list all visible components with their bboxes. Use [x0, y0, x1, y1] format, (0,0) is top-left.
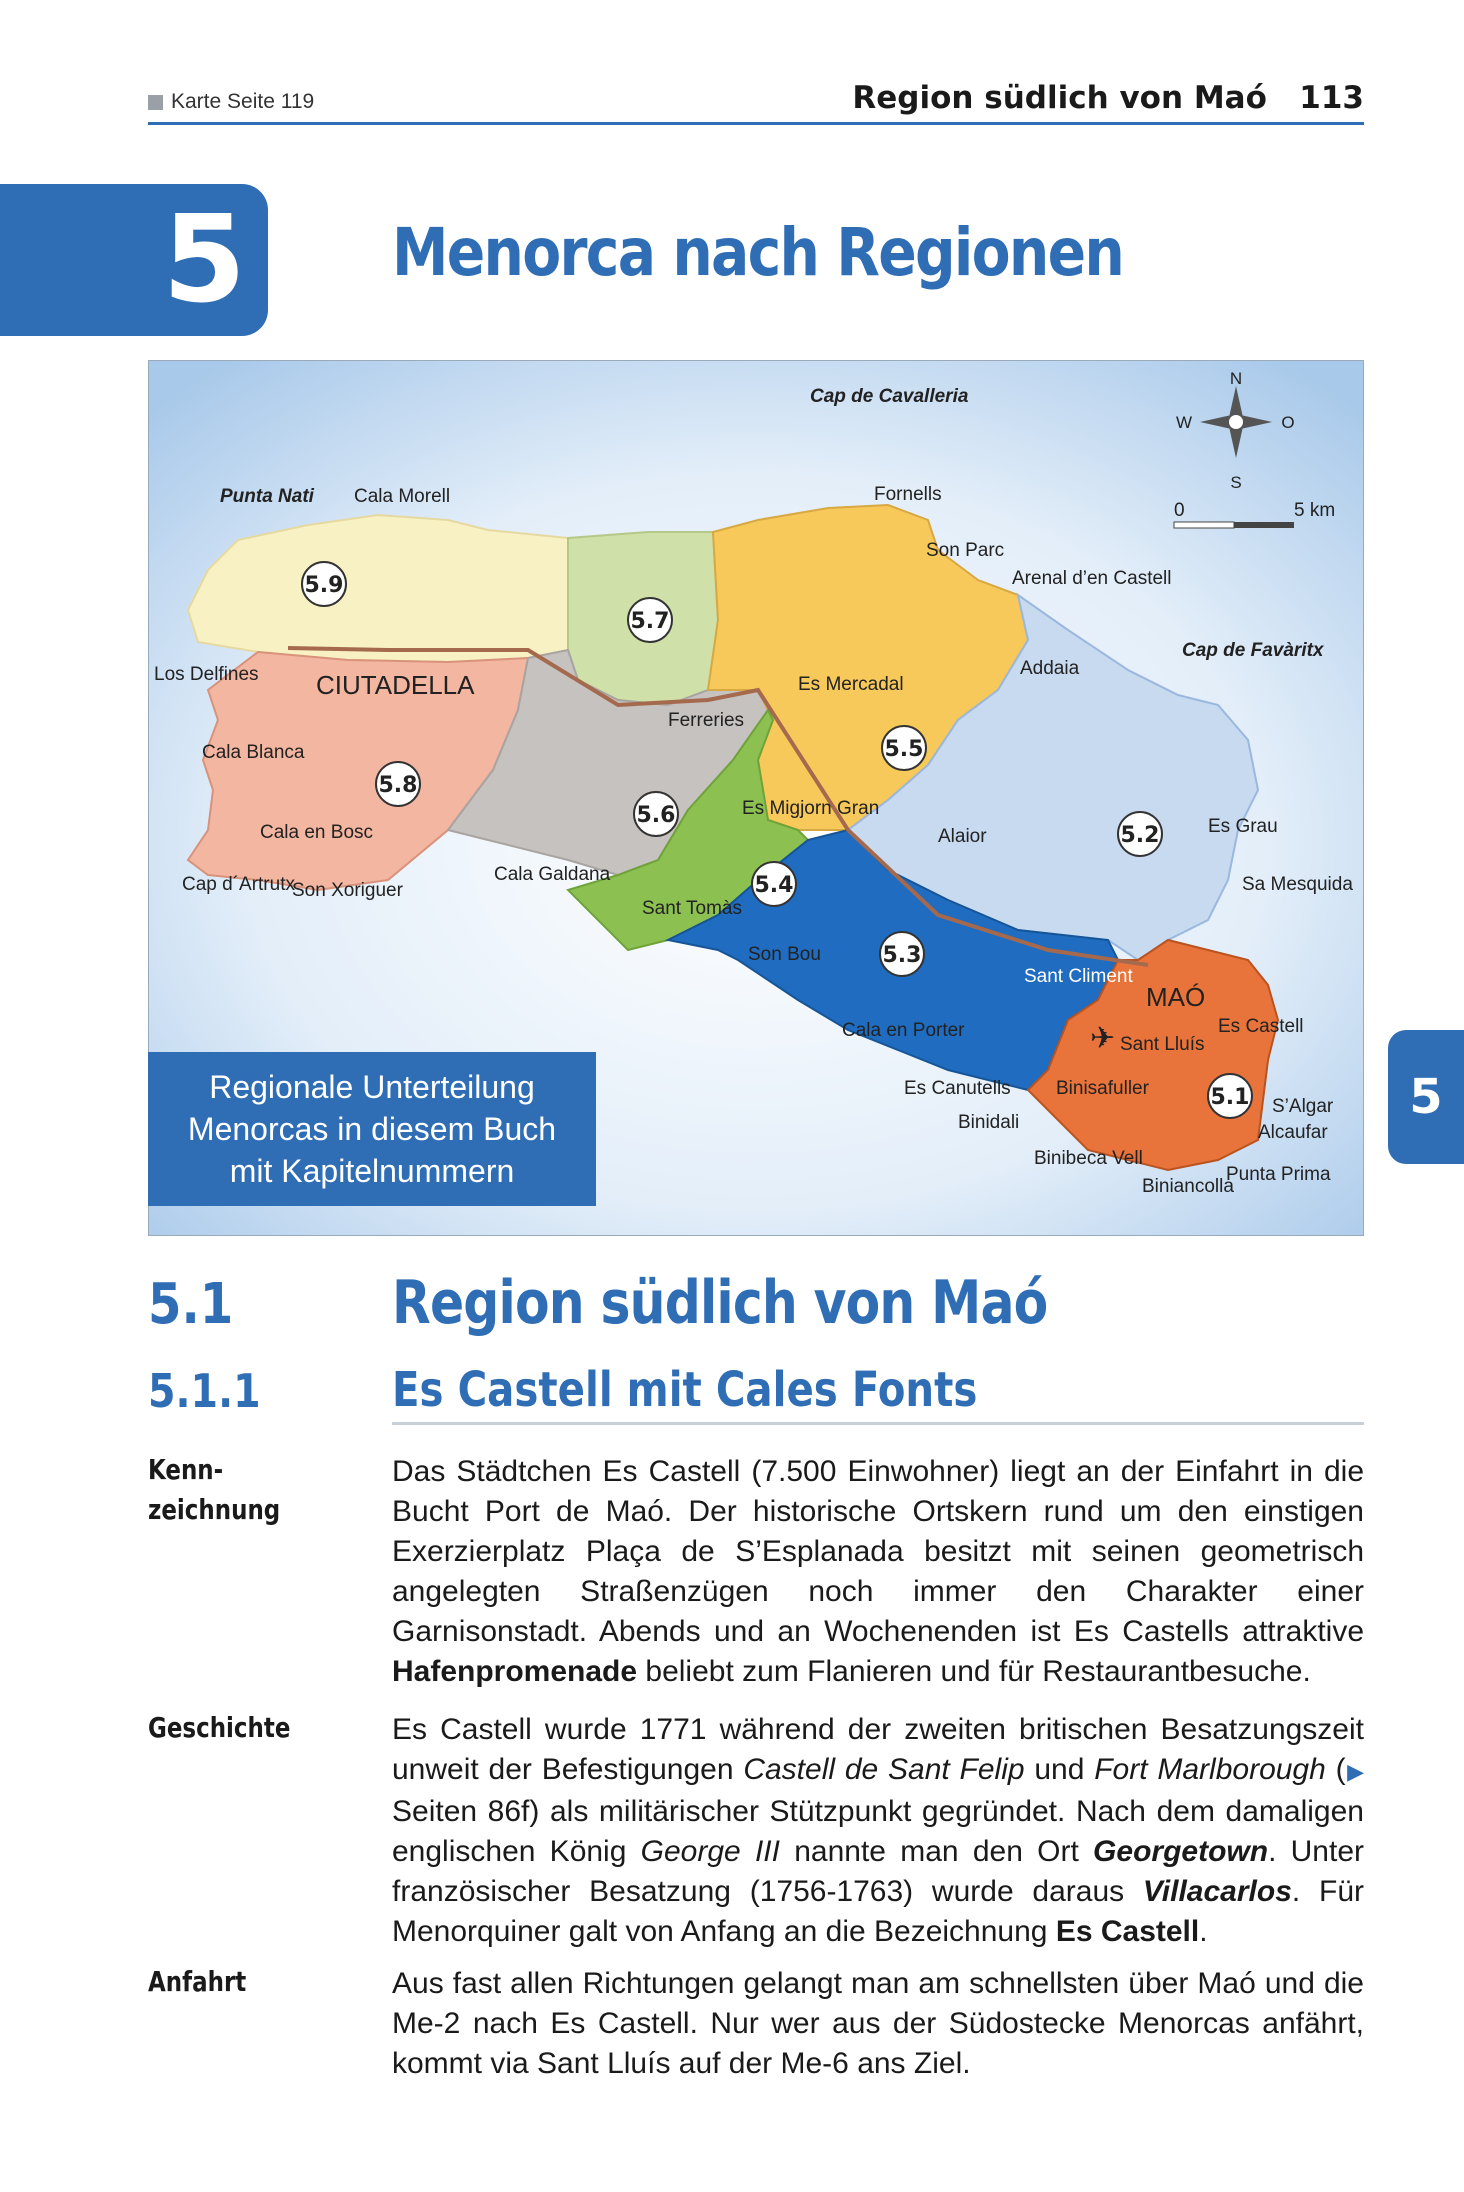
square-bullet-icon [148, 95, 163, 110]
text-run: . [1199, 1915, 1208, 1948]
subsection-rule [392, 1422, 1364, 1425]
italic-term: Fort Marlborough [1094, 1753, 1326, 1786]
svg-text:5.3: 5.3 [882, 943, 922, 968]
paragraph-anfahrt: Aus fast allen Richtungen gelangt man am schnellsten über Maó und die Me-2 nach Es Castell. Nur wer aus der Südostecke Menorcas anfährt, kommt via Sant Lluís auf der Me-6 ans Ziel. [392, 1967, 1364, 2080]
cross-reference-arrow-icon: ▶ [1345, 1759, 1364, 1784]
label-es-grau: Es Grau [1208, 816, 1278, 837]
label-es-canutells: Es Canutells [904, 1078, 1011, 1099]
label-cap-favaritx: Cap de Favàritx [1182, 640, 1324, 661]
region-badge-5-7 [628, 598, 672, 642]
legend-line: Regionale Unterteilung [209, 1069, 535, 1105]
label-arenal: Arenal d’en Castell [1012, 568, 1172, 589]
label-es-mercadal: Es Mercadal [798, 674, 904, 695]
bold-term: Hafenpromenade [392, 1655, 638, 1688]
chapter-number: 5 [162, 190, 246, 330]
legend-line: mit Kapitelnummern [229, 1153, 515, 1189]
label-cap-artrutx: Cap d´Artrutx [182, 874, 295, 895]
label-binibeca: Binibeca Vell [1034, 1148, 1143, 1169]
label-punta-nati: Punta Nati [220, 486, 314, 507]
section-number: 5.1 [148, 1272, 234, 1337]
label-biniancolla: Biniancolla [1142, 1176, 1234, 1197]
text-run: beliebt zum Flanieren und für Restaurantbesuche. [637, 1655, 1311, 1688]
label-ferreries: Ferreries [668, 710, 745, 731]
legend-line: Menorcas in diesem Buch [187, 1111, 557, 1147]
subsection-number: 5.1.1 [148, 1364, 261, 1418]
label-son-bou: Son Bou [748, 944, 821, 965]
svg-text:5.6: 5.6 [636, 803, 676, 828]
text-run: . Unter französischer Besatzung (1756-1763) wurde daraus [392, 1835, 1365, 1908]
region-badge-5-2 [1118, 812, 1162, 856]
label-es-castell: Es Castell [1218, 1016, 1304, 1037]
svg-text:W: W [1175, 413, 1193, 432]
label-binisafuller: Binisafuller [1056, 1078, 1149, 1099]
label-alcaufar: Alcaufar [1258, 1122, 1328, 1143]
svg-text:0: 0 [1174, 500, 1185, 521]
region-badge-5-9 [302, 562, 346, 606]
label-ciutadella: CIUTADELLA [316, 670, 475, 700]
bold-italic-term: Villacarlos [1142, 1875, 1292, 1908]
region-badge-5-6 [634, 792, 678, 836]
region-badge-5-8 [376, 762, 420, 806]
text-run: Es Castell wurde 1771 während der zweiten britischen Besatzungszeit unweit der Befestigungen [392, 1713, 1364, 1786]
svg-text:5.2: 5.2 [1120, 823, 1160, 848]
paragraph-kennzeichnung [392, 1452, 1364, 1692]
svg-text:5.1: 5.1 [1210, 1085, 1250, 1110]
chapter-title: Menorca nach Regionen [392, 214, 1124, 291]
svg-text:N: N [1229, 369, 1243, 388]
bold-term: Es Castell [1055, 1915, 1200, 1948]
side-label-geschichte: Geschichte [148, 1711, 291, 1744]
svg-text:5.7: 5.7 [630, 609, 670, 634]
map-reference-text: Karte Seite 119 [171, 90, 315, 113]
region-badge-5-1 [1208, 1074, 1252, 1118]
italic-term: Castell de Sant Felip [743, 1753, 1025, 1786]
bold-italic-term: Georgetown [1093, 1835, 1269, 1868]
region-badge-5-5 [882, 726, 926, 770]
label-alaior: Alaior [938, 826, 987, 847]
svg-text:5.5: 5.5 [884, 737, 924, 762]
label-sa-mesquida: Sa Mesquida [1242, 874, 1353, 895]
svg-text:S: S [1230, 473, 1242, 492]
svg-text:5.4: 5.4 [754, 873, 794, 898]
side-chapter-number: 5 [1409, 1069, 1443, 1125]
label-sant-tomas: Sant Tomàs [642, 898, 742, 919]
paragraph-geschichte [392, 1710, 1364, 1952]
label-punta-prima: Punta Prima [1226, 1164, 1331, 1185]
label-cap-cavalleria: Cap de Cavalleria [810, 386, 969, 407]
label-es-migjorn: Es Migjorn Gran [742, 798, 880, 819]
airport-icon: ✈ [1090, 1021, 1116, 1056]
text-run: Das Städtchen Es Castell (7.500 Einwohner) liegt an der Einfahrt in die Bucht Port de Maó. Der historische Ortskern rund um den einstigen Exerzierplatz Plaça de S’Esplanada besitzt mit seinen geometrisch angelegten Straßenzügen noch immer den Charakter einer Garnisonstadt. Abends und an Wochenenden ist Es Castells attraktive [392, 1455, 1364, 1648]
text-run: . Für Menorquiner galt von Anfang an die Bezeichnung [392, 1875, 1364, 1948]
label-cala-blanca: Cala Blanca [202, 742, 305, 763]
label-fornells: Fornells [874, 484, 942, 505]
label-cala-en-porter: Cala en Porter [842, 1020, 965, 1041]
section-title: Region südlich von Maó [392, 1268, 1048, 1338]
region-badge-5-4 [752, 862, 796, 906]
header-rule [148, 122, 1364, 125]
label-cala-en-bosc: Cala en Bosc [260, 822, 374, 843]
running-header [852, 80, 1364, 116]
svg-text:5.9: 5.9 [304, 573, 344, 598]
page-number: 113 [1299, 80, 1364, 116]
italic-term: George III [640, 1835, 780, 1868]
side-label-line: zeichnung [148, 1493, 281, 1526]
label-cala-morell: Cala Morell [354, 486, 451, 507]
side-label-kennzeichnung [148, 1450, 280, 1530]
map-reference [148, 90, 314, 114]
subsection-title: Es Castell mit Cales Fonts [392, 1362, 978, 1418]
label-los-delfines: Los Delfines [154, 664, 259, 685]
side-label-line: Kenn- [148, 1453, 224, 1486]
label-sant-climent: Sant Climent [1024, 966, 1133, 987]
text-run: nannte man den Ort [779, 1835, 1094, 1868]
text-run: und [1024, 1753, 1095, 1786]
side-label-anfahrt: Anfahrt [148, 1965, 247, 1998]
running-title: Region südlich von Maó [852, 80, 1267, 116]
text-run: ( [1325, 1753, 1346, 1786]
label-sant-lluis: Sant Lluís [1120, 1034, 1205, 1055]
svg-text:5 km: 5 km [1294, 500, 1336, 521]
label-salgar: S’Algar [1272, 1096, 1334, 1117]
map-legend-box [148, 1052, 596, 1206]
label-cala-galdana: Cala Galdana [494, 864, 611, 885]
svg-text:O: O [1281, 413, 1295, 432]
text-run: Seiten 86f) als militärischer Stützpunkt gegründet. Nach dem damaligen englischen König [392, 1795, 1364, 1868]
region-badge-5-3 [880, 932, 924, 976]
label-mao: MAÓ [1146, 982, 1206, 1012]
label-binidali: Binidali [958, 1112, 1020, 1133]
label-son-parc: Son Parc [926, 540, 1005, 561]
label-addaia: Addaia [1020, 658, 1080, 679]
label-son-xoriguer: Son Xoriguer [292, 880, 403, 901]
svg-text:5.8: 5.8 [378, 773, 418, 798]
